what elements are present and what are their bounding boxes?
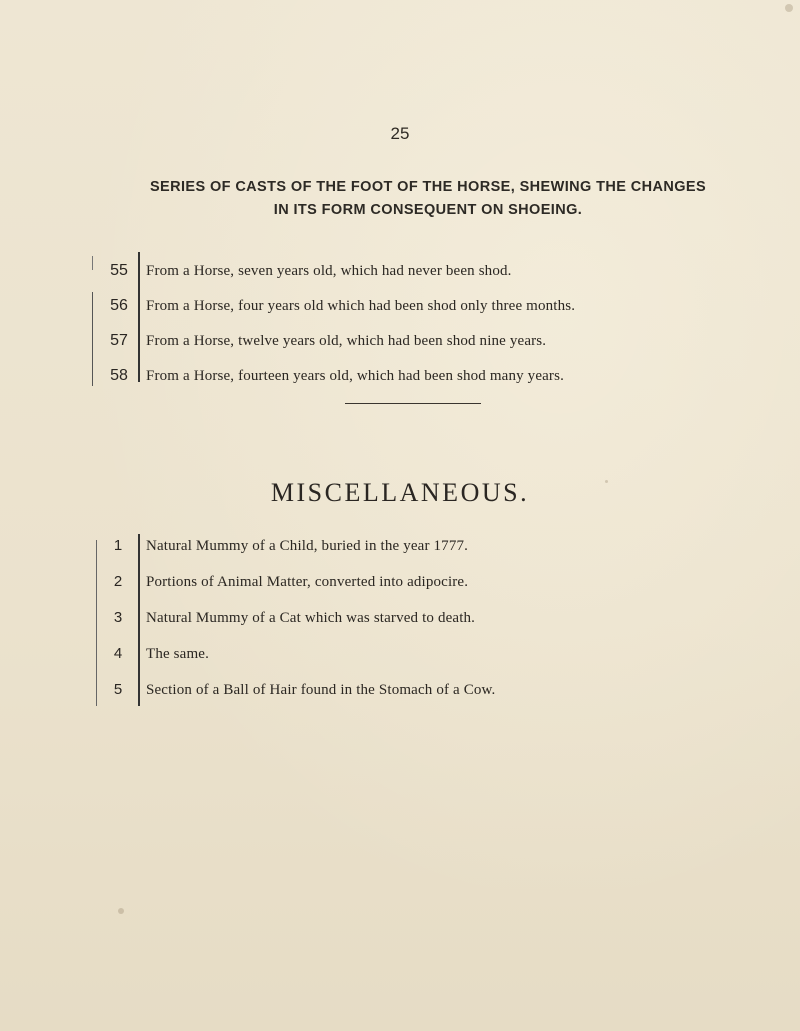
list-item	[0, 357, 800, 395]
item-number: 55	[110, 262, 128, 279]
list-item	[0, 287, 800, 325]
item-number: 56	[110, 297, 128, 314]
item-number: 1	[113, 537, 123, 554]
section-divider	[345, 403, 481, 404]
item-number: 57	[110, 332, 128, 349]
item-description: From a Horse, four years old which had been shod only three months.	[146, 298, 576, 314]
list-item	[0, 635, 800, 673]
item-number: 3	[113, 609, 123, 626]
list-item	[0, 563, 800, 601]
list-item	[0, 671, 800, 709]
paper-blemish	[785, 4, 793, 12]
page-number: 25	[390, 124, 410, 143]
item-description: Natural Mummy of a Child, buried in the year 1777.	[146, 538, 469, 554]
horse-section-title-line2: IN ITS FORM CONSEQUENT ON SHOEING.	[273, 202, 583, 218]
item-description: From a Horse, seven years old, which had never been shod.	[146, 263, 512, 279]
misc-section-title: MISCELLANEOUS.	[270, 478, 530, 507]
paper-blemish	[118, 908, 124, 914]
paper-blemish	[605, 480, 608, 483]
item-description: From a Horse, twelve years old, which had been shod nine years.	[146, 333, 547, 349]
horse-section-title-line1: SERIES OF CASTS OF THE FOOT OF THE HORSE, SHEWING THE CHANGES	[149, 179, 707, 195]
item-number: 58	[110, 367, 128, 384]
item-description: Section of a Ball of Hair found in the Stomach of a Cow.	[146, 682, 496, 698]
item-number: 5	[113, 681, 123, 698]
list-item	[0, 252, 800, 290]
item-description: The same.	[146, 646, 209, 662]
item-number: 4	[113, 645, 123, 662]
item-number: 2	[113, 573, 123, 590]
list-item	[0, 322, 800, 360]
list-item	[0, 527, 800, 565]
item-description: Portions of Animal Matter, converted into adipocire.	[146, 574, 469, 590]
list-item	[0, 599, 800, 637]
item-description: From a Horse, fourteen years old, which had been shod many years.	[146, 368, 564, 384]
item-description: Natural Mummy of a Cat which was starved to death.	[146, 610, 476, 626]
